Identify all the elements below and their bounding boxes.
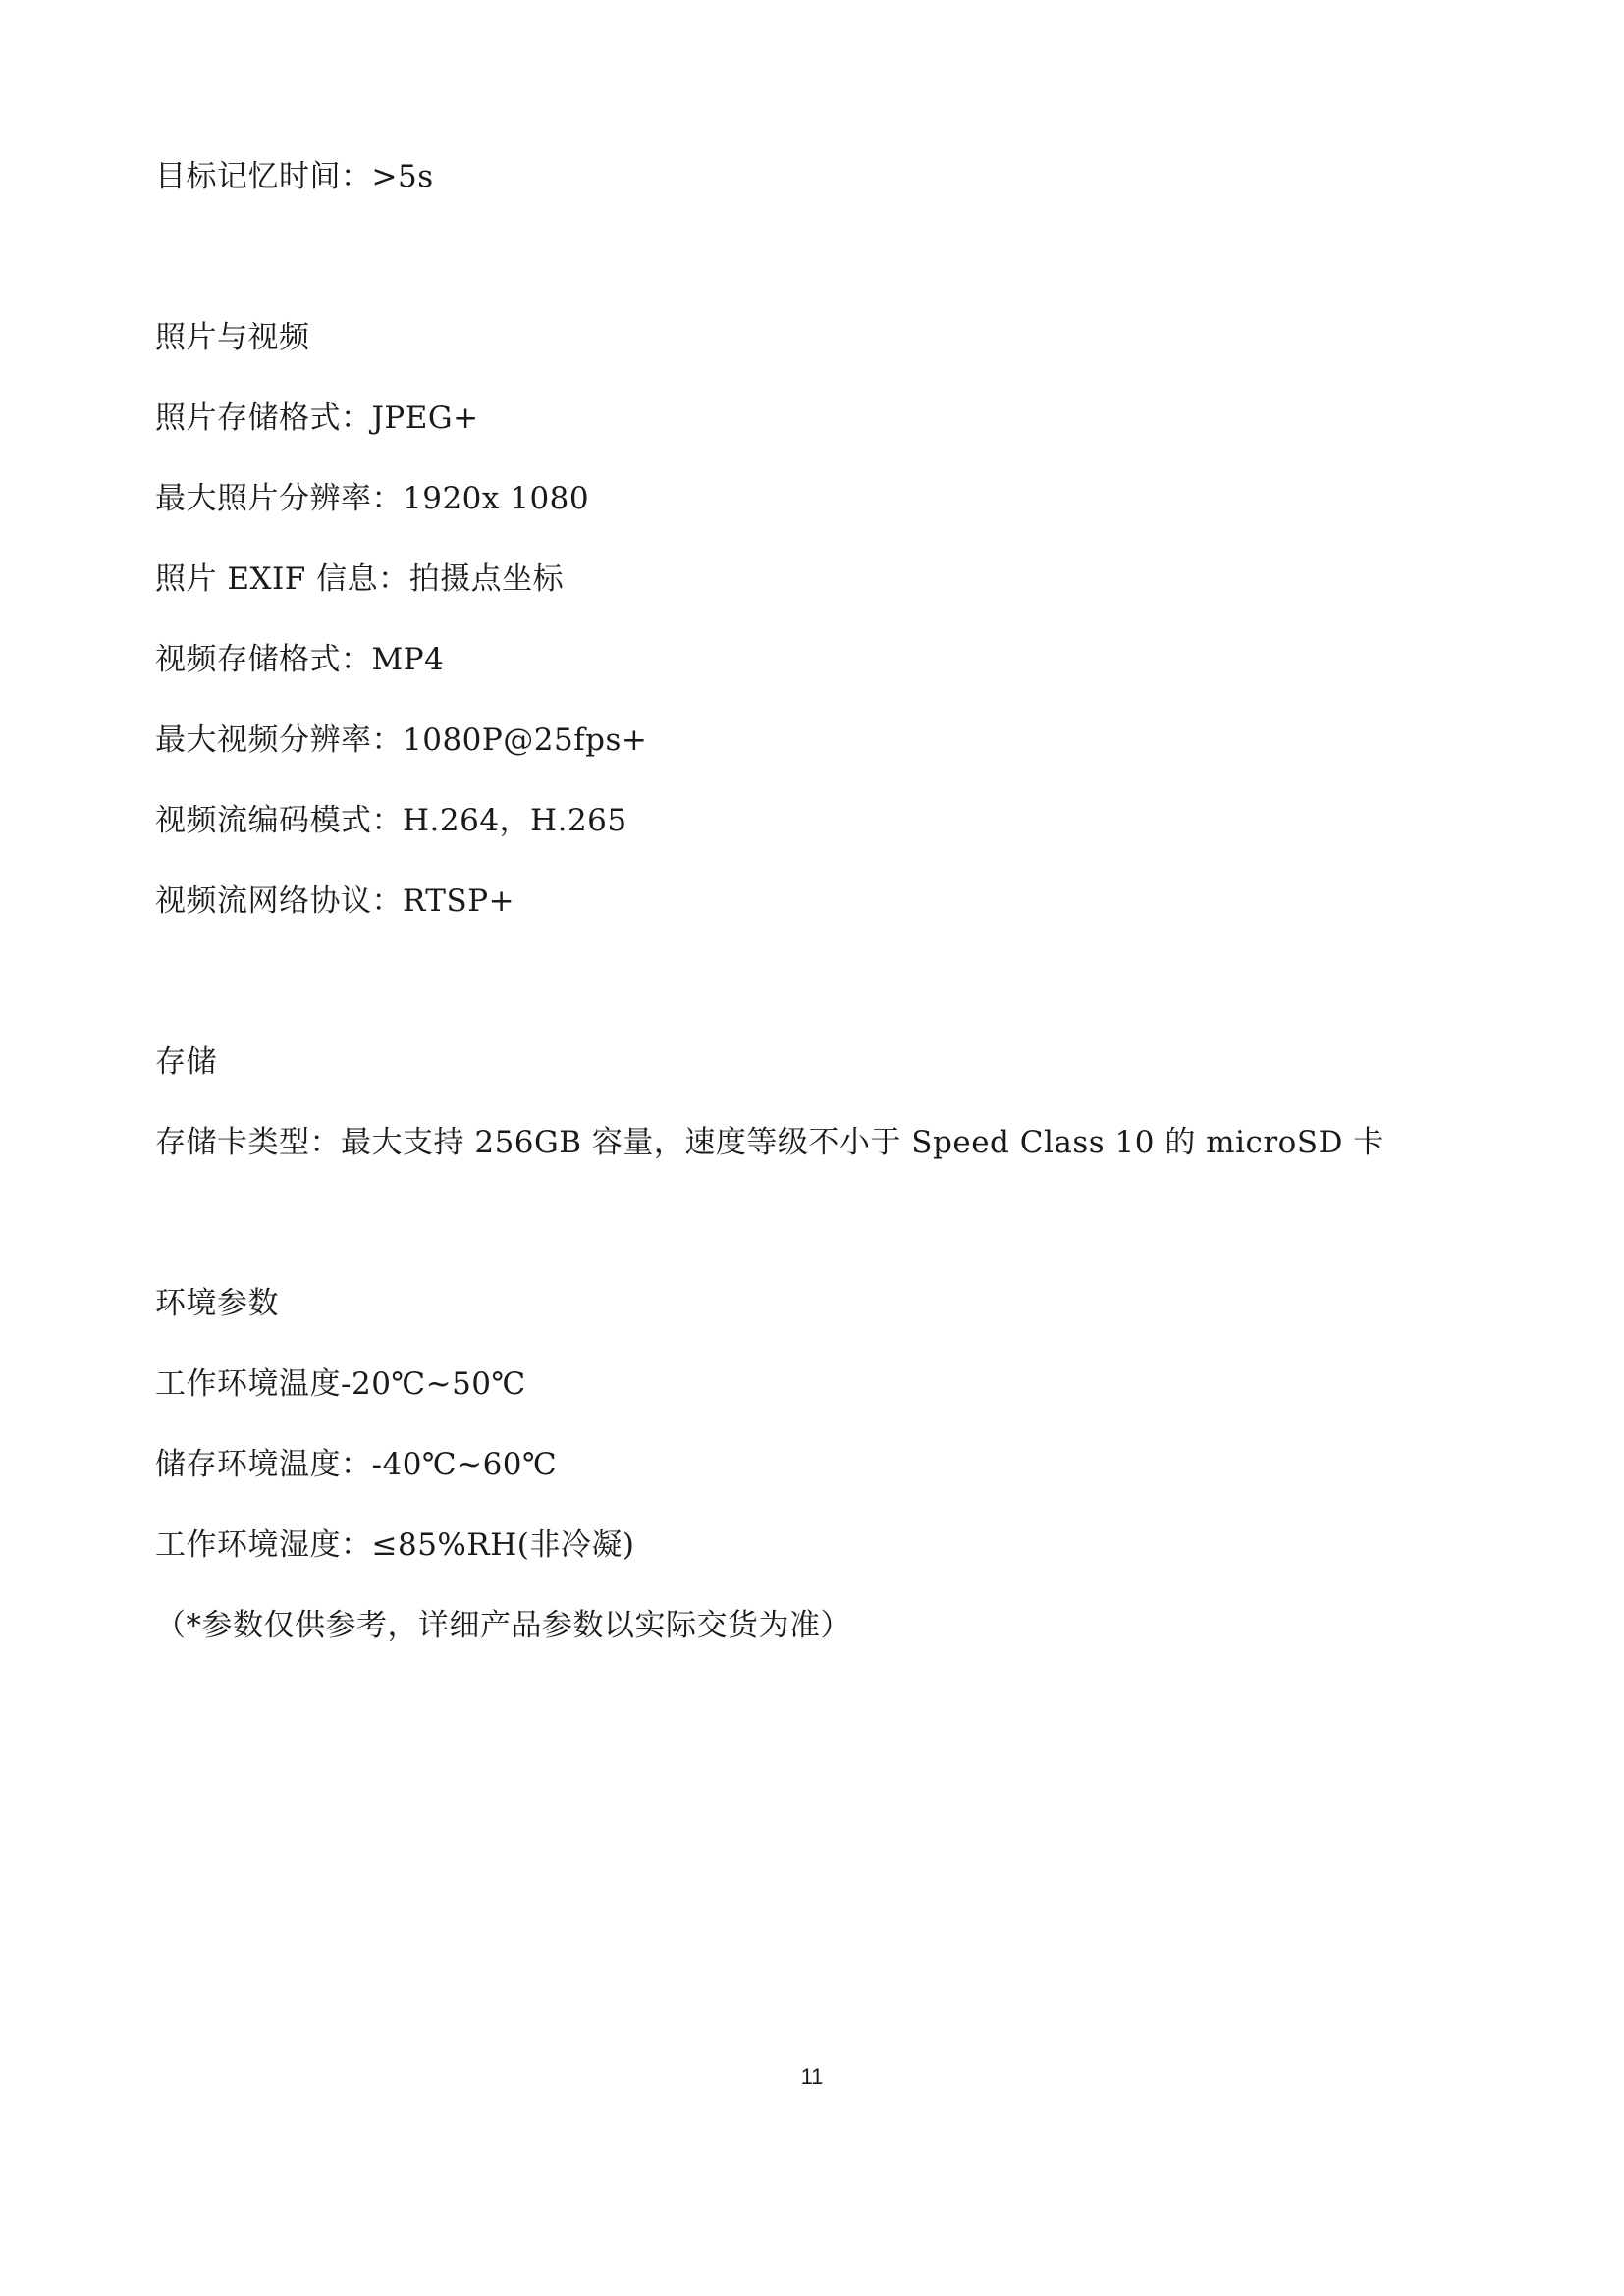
operating-humidity-line: 工作环境湿度：≤85%RH(非冷凝) <box>155 1527 635 1563</box>
storage-card-type-line: 存储卡类型：最大支持 256GB 容量，速度等级不小于 Speed Class 10 的 microSD 卡 <box>155 1125 1384 1160</box>
video-storage-format-line: 视频存储格式：MP4 <box>155 642 445 677</box>
video-stream-encoding-line: 视频流编码模式：H.264，H.265 <box>155 803 627 838</box>
photo-storage-format-line: 照片存储格式：JPEG+ <box>155 400 479 436</box>
disclaimer-note: （*参数仅供参考，详细产品参数以实际交货为准） <box>155 1608 851 1643</box>
section-heading-storage: 存储 <box>155 1044 217 1080</box>
max-video-resolution-line: 最大视频分辨率：1080P@25fps+ <box>155 722 648 758</box>
operating-temperature-line: 工作环境温度-20℃~50℃ <box>155 1366 526 1402</box>
max-photo-resolution-line: 最大照片分辨率：1920x 1080 <box>155 481 590 516</box>
section-heading-environment: 环境参数 <box>155 1286 279 1321</box>
page-number: 11 <box>800 2064 824 2089</box>
section-heading-photo-video: 照片与视频 <box>155 320 310 355</box>
storage-temperature-line: 储存环境温度：-40℃~60℃ <box>155 1447 558 1482</box>
photo-exif-info-line: 照片 EXIF 信息：拍摄点坐标 <box>155 561 565 597</box>
target-memory-time-line: 目标记忆时间：>5s <box>155 159 434 194</box>
video-stream-protocol-line: 视频流网络协议：RTSP+ <box>155 883 515 919</box>
